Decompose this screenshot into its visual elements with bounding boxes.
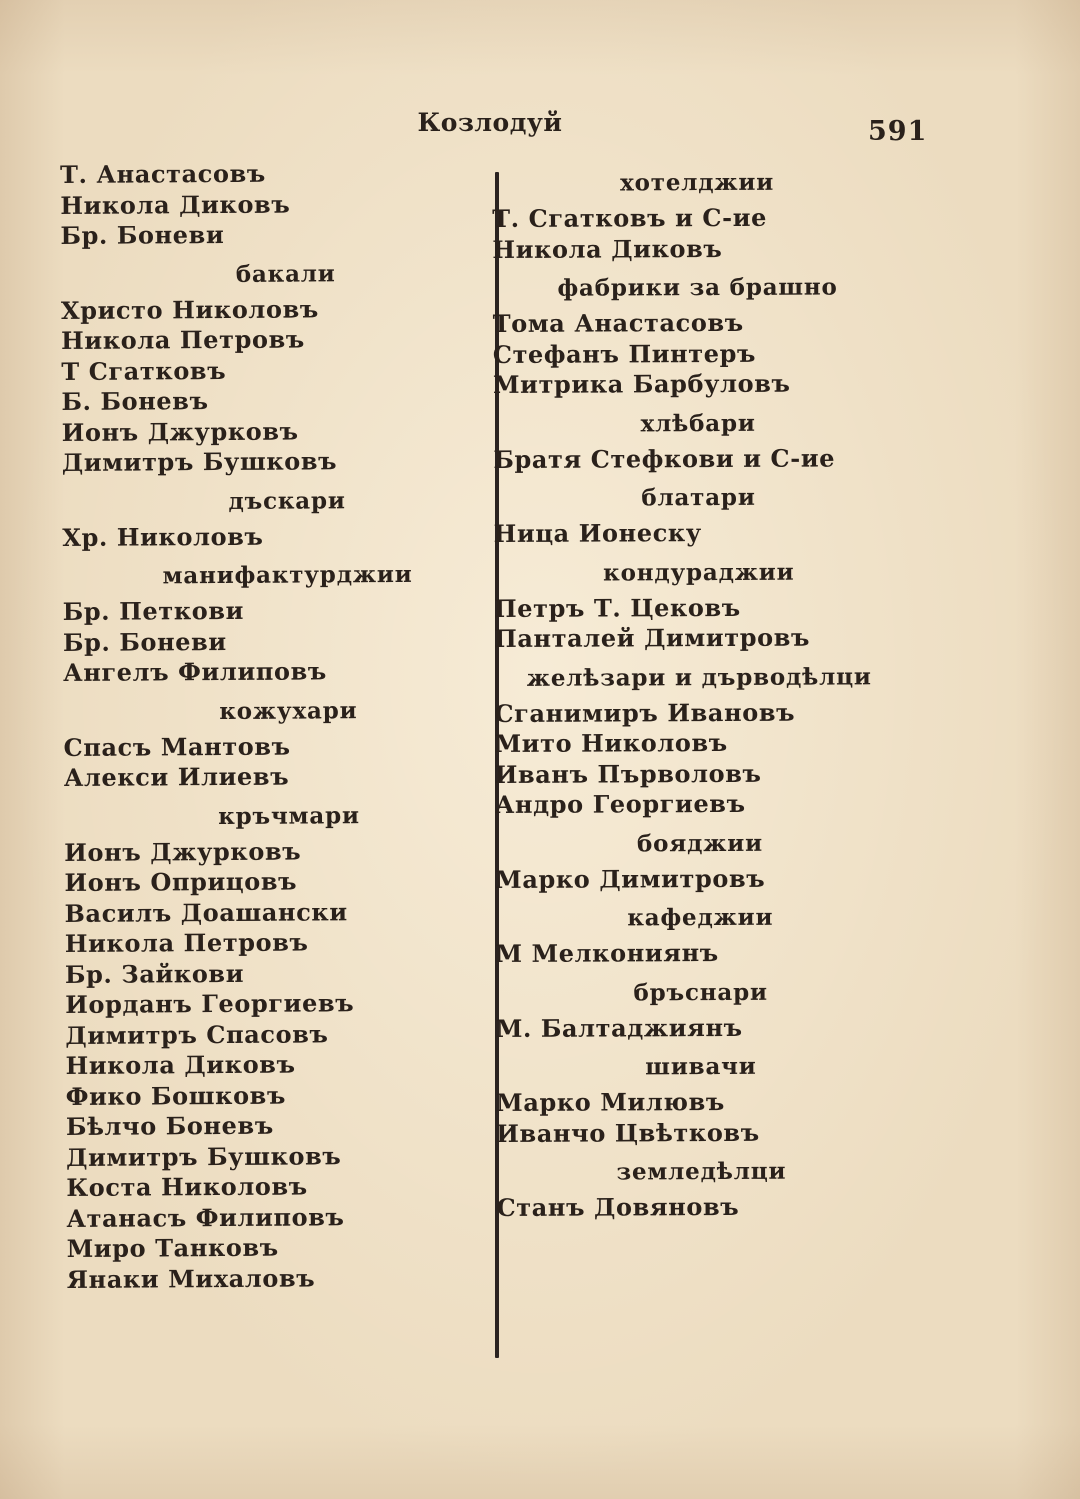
directory-entry: Бр. Петкови bbox=[62, 595, 245, 626]
section-heading: бръснари bbox=[633, 978, 768, 1006]
directory-section bbox=[64, 799, 487, 1295]
directory-entry: Марко Димитровъ bbox=[495, 863, 766, 894]
left-column bbox=[60, 157, 487, 1295]
right-column bbox=[492, 158, 897, 1223]
directory-entry: Марко Милювъ bbox=[496, 1086, 725, 1117]
running-title: Козлодуй bbox=[417, 108, 563, 137]
directory-entry: Спасъ Мантовъ bbox=[63, 731, 291, 762]
directory-entry: Янаки Михаловъ bbox=[66, 1262, 316, 1294]
directory-entry: Сганимиръ Ивановъ bbox=[494, 697, 796, 728]
directory-entry: Никола Петровъ bbox=[61, 324, 305, 355]
section-heading: блатари bbox=[641, 483, 756, 512]
directory-section bbox=[495, 827, 895, 895]
directory-entry: Атанасъ Филиповъ bbox=[66, 1201, 345, 1233]
directory-entry: Бр. Боневи bbox=[60, 219, 225, 250]
directory-entry: Никола Диковъ bbox=[65, 1049, 296, 1080]
directory-entry: Алекси Илиевъ bbox=[63, 761, 290, 792]
directory-entry: Бр. Зайкови bbox=[64, 958, 245, 989]
section-heading: кондураджии bbox=[603, 558, 795, 587]
directory-entry: Димитръ Бушковъ bbox=[61, 446, 338, 477]
section-heading: дъскари bbox=[228, 486, 346, 515]
directory-section bbox=[496, 976, 896, 1044]
directory-entry: Мито Николовъ bbox=[494, 727, 728, 758]
directory-entry: М Мелкониянъ bbox=[495, 938, 719, 968]
section-heading: манифактурджии bbox=[162, 560, 413, 590]
directory-entry: Димитръ Бушковъ bbox=[66, 1140, 342, 1172]
directory-entry: Тома Анастасовъ bbox=[492, 307, 744, 338]
directory-entry: Ангелъ Филиповъ bbox=[63, 656, 327, 687]
directory-section bbox=[494, 661, 895, 821]
directory-entry: Коста Николовъ bbox=[66, 1171, 308, 1202]
directory-entry: Б. Боневъ bbox=[61, 386, 209, 416]
directory-entry: Петръ Т. Цековъ bbox=[493, 592, 741, 623]
section-heading: фабрики за брашно bbox=[557, 273, 838, 302]
section-heading: бакали bbox=[235, 259, 336, 288]
directory-entry: Никола Диковъ bbox=[492, 233, 723, 264]
section-heading: кожухари bbox=[219, 696, 358, 725]
directory-entry: Христо Николовъ bbox=[60, 293, 319, 325]
directory-entry: Т. Сгатковъ и С-ие bbox=[492, 202, 767, 233]
section-heading: хотелджии bbox=[620, 168, 775, 197]
directory-section bbox=[493, 407, 893, 475]
directory-section bbox=[60, 157, 481, 251]
directory-section bbox=[492, 271, 893, 400]
directory-entry: Т. Анастасовъ bbox=[60, 158, 266, 189]
directory-section bbox=[63, 694, 484, 794]
directory-entry: Андро Георгиевъ bbox=[494, 788, 746, 819]
directory-entry: Димитръ Спасовъ bbox=[65, 1018, 329, 1050]
directory-entry: Ница Ионеску bbox=[493, 518, 702, 548]
directory-entry: Иорданъ Георгиевъ bbox=[65, 988, 355, 1019]
section-heading: кафеджии bbox=[627, 903, 774, 932]
directory-entry: Ионъ Джурковъ bbox=[61, 416, 299, 447]
directory-entry: Ионъ Оприцовъ bbox=[64, 866, 298, 897]
directory-entry: М. Балтаджиянъ bbox=[495, 1012, 743, 1043]
directory-section bbox=[62, 484, 482, 553]
section-heading: земледѣлци bbox=[616, 1157, 787, 1186]
directory-entry: Иванчо Цвѣтковъ bbox=[496, 1117, 760, 1148]
section-heading: бояджии bbox=[636, 829, 764, 857]
directory-entry: Панталей Димитровъ bbox=[494, 622, 811, 653]
directory-entry: Иванъ Първоловъ bbox=[494, 758, 762, 789]
directory-entry: Хр. Николовъ bbox=[62, 521, 264, 552]
directory-entry: Фико Бошковъ bbox=[65, 1080, 287, 1111]
directory-entry: Стефанъ Пинтеръ bbox=[492, 338, 757, 369]
directory-section bbox=[495, 901, 895, 969]
directory-section bbox=[492, 166, 892, 265]
directory-section bbox=[62, 558, 483, 688]
directory-entry: Т Сгатковъ bbox=[61, 355, 227, 386]
directory-entry: Бр. Боневи bbox=[62, 626, 227, 657]
section-heading: хлѣбари bbox=[640, 409, 756, 437]
directory-entry: Бѣлчо Боневъ bbox=[65, 1110, 274, 1141]
section-heading: шивачи bbox=[645, 1052, 757, 1081]
directory-section bbox=[61, 257, 482, 479]
directory-entry: Митрика Барбуловъ bbox=[492, 368, 791, 399]
directory-entry: Ионъ Джурковъ bbox=[64, 836, 302, 867]
directory-entry: Никола Петровъ bbox=[64, 927, 309, 958]
directory-entry: Василъ Доашански bbox=[64, 896, 348, 928]
directory-section bbox=[493, 481, 893, 549]
directory-section bbox=[496, 1155, 896, 1223]
directory-entry: Никола Диковъ bbox=[60, 189, 291, 220]
page-number: 591 bbox=[868, 116, 928, 147]
section-heading: кръчмари bbox=[218, 801, 360, 830]
directory-entry: Станъ Довяновъ bbox=[496, 1191, 740, 1222]
directory-entry: Братя Стефкови и С-ие bbox=[493, 443, 836, 474]
section-heading: желѣзари и дърводѣлци bbox=[526, 662, 872, 692]
directory-section bbox=[496, 1050, 896, 1149]
directory-section bbox=[494, 556, 894, 655]
directory-entry: Миро Танковъ bbox=[66, 1232, 279, 1263]
